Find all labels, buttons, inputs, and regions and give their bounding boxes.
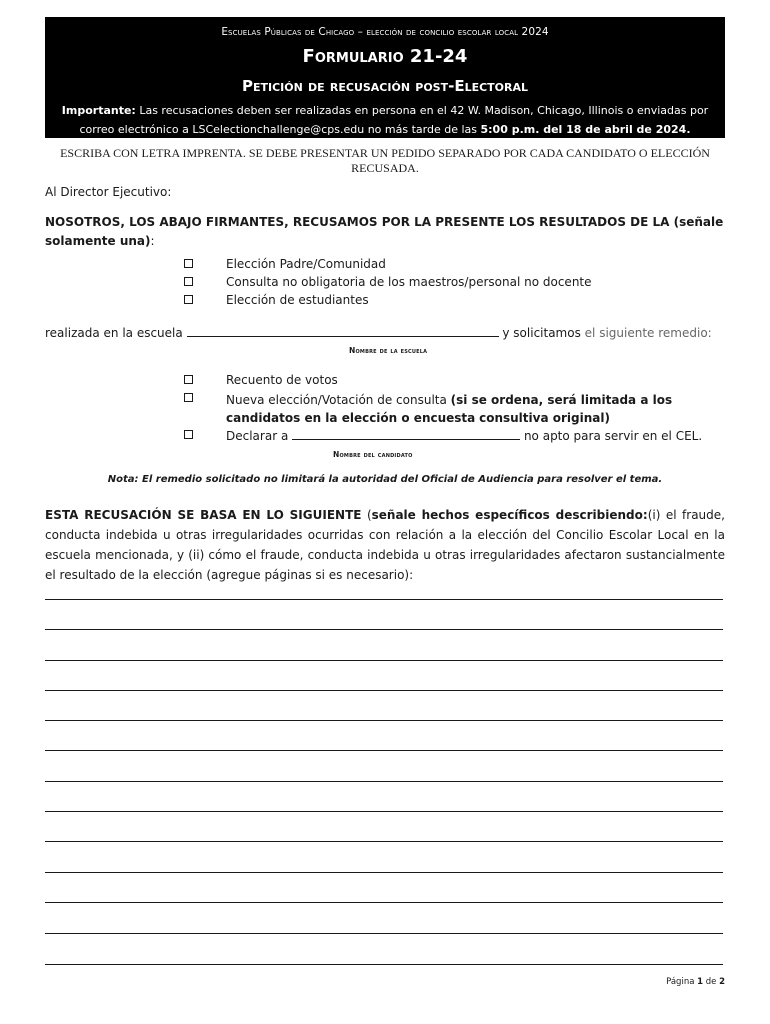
important-deadline: 5:00 p.m. del 18 de abril de 2024.	[480, 123, 691, 136]
writing-line[interactable]	[45, 660, 723, 661]
form-number: Formulario 21-24	[302, 46, 468, 67]
page-current: 1	[697, 977, 704, 987]
basis-instruction: señale hechos específicos describiendo:	[371, 508, 648, 522]
new-election-note-2: candidatos en la elección o encuesta	[226, 411, 476, 425]
writing-line[interactable]	[45, 902, 723, 903]
school-line-prefix: realizada en la escuela	[45, 326, 183, 340]
important-label: Importante:	[61, 104, 136, 117]
option-parent-community: Elección Padre/Comunidad	[226, 257, 386, 271]
writing-line[interactable]	[45, 690, 723, 691]
writing-line[interactable]	[45, 933, 723, 934]
option-students: Elección de estudiantes	[226, 293, 369, 307]
school-name-field[interactable]	[187, 325, 499, 337]
candidate-name-field[interactable]	[292, 428, 520, 440]
challenge-statement	[45, 213, 725, 251]
form-title: Petición de recusación post-Electoral	[241, 77, 529, 95]
checkbox-declare-unfit[interactable]	[183, 429, 195, 441]
print-instructions: ESCRIBA CON LETRA IMPRENTA. SE DEBE PRESENTAR UN PEDIDO SEPARADO POR CADA CANDIDATO O ELECCIÓN RECUSADA.	[60, 146, 710, 175]
form-header	[45, 17, 725, 138]
writing-line[interactable]	[45, 872, 723, 873]
checkbox-teacher-staff[interactable]	[183, 276, 195, 288]
basis-heading: ESTA RECUSACIÓN SE BASA EN LO SIGUIENTE	[45, 508, 362, 522]
checkbox-new-election[interactable]	[183, 392, 195, 404]
writing-line[interactable]	[45, 781, 723, 782]
writing-line[interactable]	[45, 841, 723, 842]
challenge-statement-colon: :	[150, 234, 155, 248]
new-election-note-3: consultiva original)	[479, 411, 610, 425]
school-line	[45, 325, 712, 340]
writing-line[interactable]	[45, 964, 723, 965]
new-election-text: Nueva elección/Votación de consulta	[226, 393, 447, 407]
page-label: Página	[666, 977, 695, 987]
writing-line[interactable]	[45, 629, 723, 630]
new-election-note-1: (si se ordena, será limitada a los	[450, 393, 673, 407]
option-new-election	[226, 391, 686, 427]
page-total: 2	[719, 977, 725, 987]
writing-line[interactable]	[45, 750, 723, 751]
important-notice	[55, 101, 715, 139]
page-number	[666, 977, 725, 987]
checkbox-students[interactable]	[183, 294, 195, 306]
challenge-basis	[45, 505, 725, 585]
option-declare-unfit	[226, 428, 702, 443]
option-recount: Recuento de votos	[226, 373, 338, 387]
writing-line[interactable]	[45, 720, 723, 721]
writing-line[interactable]	[45, 599, 723, 600]
declare-prefix: Declarar a	[226, 429, 289, 443]
writing-line[interactable]	[45, 811, 723, 812]
basis-paren: (	[366, 508, 372, 522]
checkbox-recount[interactable]	[183, 374, 195, 386]
declare-suffix: no apto para servir en el CEL.	[523, 429, 703, 443]
header-top-line: Escuelas Públicas de Chicago – elección de concilio escolar local 2024	[221, 26, 549, 38]
school-line-suffix: y solicitamos	[502, 326, 581, 340]
school-name-caption: Nombre de la escuela	[349, 346, 428, 355]
remedy-note: Nota: El remedio solicitado no limitará la autoridad del Oficial de Audiencia para resolver el tema.	[107, 474, 663, 485]
important-text: Las recusaciones deben ser realizadas en persona en el 42 W. Madison, Chicago, Illinois o enviadas por correo electrónico a LSCelectionchallenge@cps.edu no más tarde de las	[79, 104, 709, 136]
option-teacher-staff: Consulta no obligatoria de los maestros/personal no docente	[226, 275, 592, 289]
candidate-name-caption: Nombre del candidato	[333, 450, 413, 459]
challenge-statement-bold: NOSOTROS, LOS ABAJO FIRMANTES, RECUSAMOS POR LA PRESENTE LOS RESULTADOS DE LA (señale solamente una)	[45, 215, 724, 248]
school-line-remedy: el siguiente remedio:	[584, 326, 712, 340]
page-of: de	[705, 977, 717, 987]
salutation: Al Director Ejecutivo:	[45, 185, 172, 199]
checkbox-parent-community[interactable]	[183, 258, 195, 270]
basis-text: (i) el fraude, conducta indebida u otras irregularidades ocurridas con relación a la elección del Concilio Escolar Local en la escuela mencionada, y (ii) cómo el fraude, conducta indebida u otras irregularidades afectaron sustancialmente el resultado de la elección (agregue páginas si es necesario):	[45, 508, 725, 582]
